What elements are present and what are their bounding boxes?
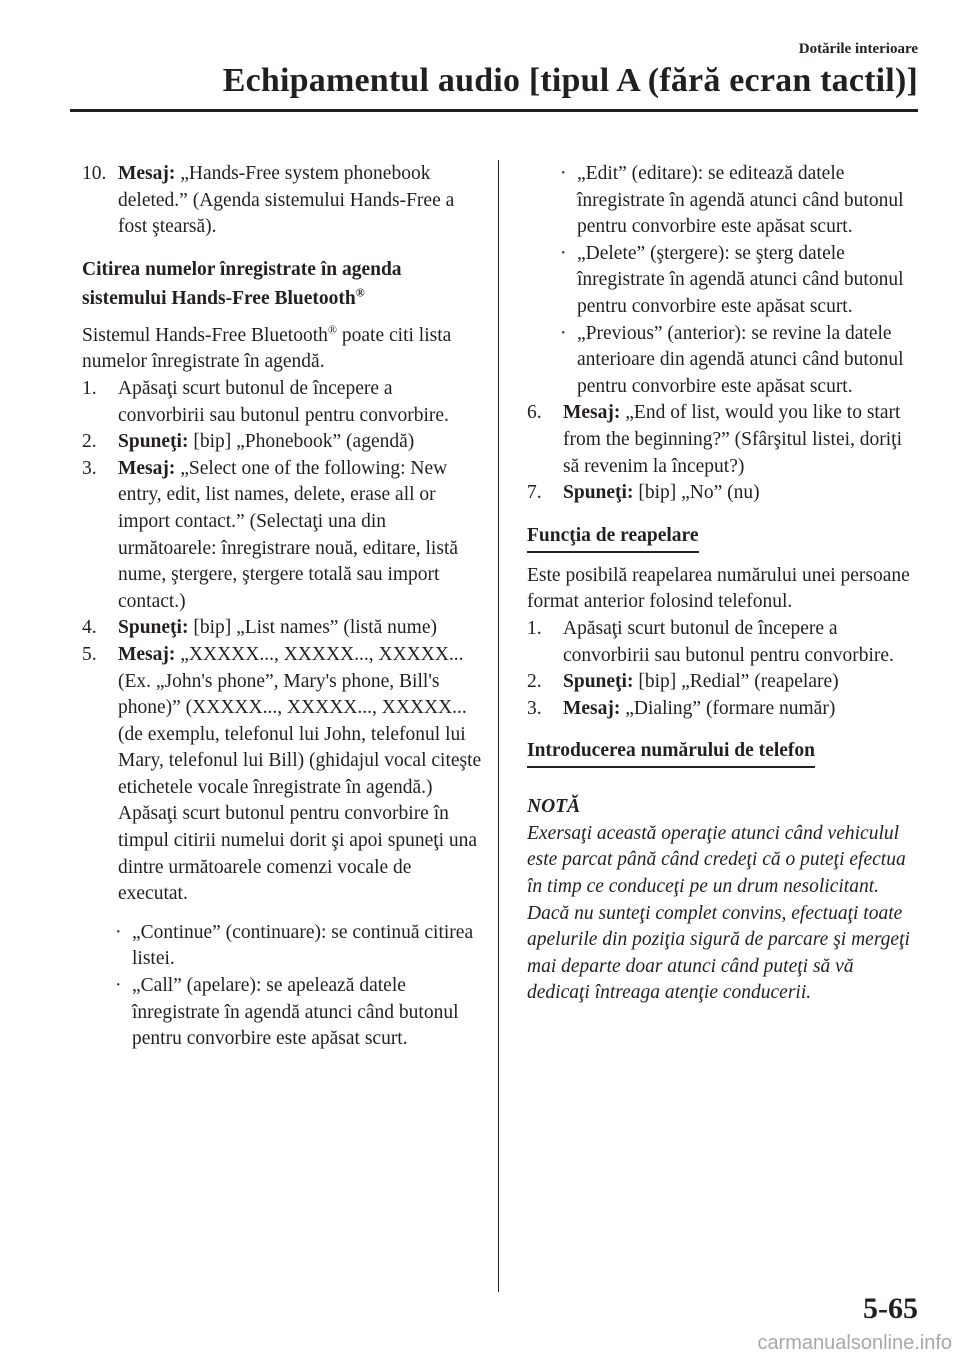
redial-step-3: 3. Mesaj: „Dialing” (formare număr) <box>527 697 836 719</box>
right-column <box>527 161 919 1007</box>
step-4: 4. Spuneţi: [bip] „List names” (listă nume) <box>82 617 438 639</box>
bullet-dot-icon: · <box>560 322 567 344</box>
step-10: 10. Mesaj: „Hands-Free system phonebook deleted.” (Agenda sistemului Hands-Free a fost ştearsă). <box>82 163 455 238</box>
redial-step-2: 2. Spuneţi: [bip] „Redial” (reapelare) <box>527 671 839 693</box>
bullet-dot-icon: · <box>560 242 567 264</box>
redial-step-1: 1. Apăsaţi scurt butonul de începere a convorbirii sau butonul pentru convorbire. <box>527 617 894 666</box>
header-rule <box>70 109 918 112</box>
section-heading-read-names: Citirea numelor înregistrate în agenda sistemului Hands-Free Bluetooth® <box>82 258 402 309</box>
step-1: 1. Apăsaţi scurt butonul de începere a convorbirii sau butonul pentru convorbire. <box>82 377 449 426</box>
bullet-dot-icon: · <box>115 921 122 943</box>
column-divider <box>498 160 499 1292</box>
bullet-dot-icon: · <box>115 975 122 997</box>
watermark: carmanualsonline.info <box>757 1332 952 1354</box>
note-title: NOTĂ <box>527 796 581 818</box>
intro-paragraph: Sistemul Hands-Free Bluetooth® poate citi lista numelor înregistrate în agendă. <box>82 322 452 373</box>
bullet-edit: · „Edit” (editare): se editează datele înregistrate în agendă atunci când butonul pentru convorbire este apăsat scurt. <box>560 163 904 238</box>
page-number: 5-65 <box>863 1292 918 1325</box>
step-2: 2. Spuneţi: [bip] „Phonebook” (agendă) <box>82 431 415 453</box>
bullet-call: · „Call” (apelare): se apelează datele înregistrate în agendă atunci când butonul pentru convorbire este apăsat scurt. <box>115 975 459 1050</box>
left-column <box>82 161 482 1053</box>
bullet-continue: · „Continue” (continuare): se continuă citirea listei. <box>115 921 474 970</box>
bullet-previous: · „Previous” (anterior): se revine la datele anterioare din agendă atunci când butonul pentru convorbire este apăsat scurt. <box>560 322 904 397</box>
step-5: 5. Mesaj: „XXXXX..., XXXXX..., XXXXX... (Ex. „John's phone”, Mary's phone, Bill's phone)” (XXXXX..., XXXXX..., XXXXX... (de exemplu, telefonul lui John, telefonul lui Mary, telefonul lui Bill) (ghidajul vocal citeşte etichetele vocale înregistrate în agendă.) <box>82 643 482 798</box>
step-3: 3. Mesaj: „Select one of the following: New entry, edit, list names, delete, erase all or import contact.” (Selectaţi una din următoarele: înregistrare nouă, editare, listă nume, ştergere, ştergere totală sau import contact.) <box>82 457 459 612</box>
step-6: 6. Mesaj: „End of list, would you like to start from the beginning?” (Sfârşitul listei, doriţi să revenim la început?) <box>527 402 903 477</box>
step-7: 7. Spuneţi: [bip] „No” (nu) <box>527 482 760 504</box>
redial-intro: Este posibilă reapelarea numărului unei persoane format anterior folosind telefonul. <box>527 564 910 613</box>
note-text: Exersaţi această operaţie atunci când vehiculul este parcat până când credeţi că o puteţi efectua în timp ce conduceţi pe un drum nesolicitant. Dacă nu sunteţi complet convins, efectuaţi toate apelurile din poziţia sigură de parcare şi mergeţi mai departe doar atunci când puteţi să vă dedicaţi întreaga atenţie conducerii. <box>527 822 910 1004</box>
bullet-dot-icon: · <box>560 163 567 184</box>
page-title: Echipamentul audio [tipul A (fără ecran tactil)] <box>222 62 918 99</box>
bullet-delete: · „Delete” (ştergere): se şterg datele înregistrate în agendă atunci când butonul pentru convorbire este apăsat scurt. <box>560 242 904 317</box>
section-heading-redial: Funcţia de reapelare <box>527 521 919 553</box>
step-5-followup: Apăsaţi scurt butonul pentru convorbire în timpul citirii numelui dorit şi apoi spuneţi una dintre următoarele comenzi vocale de executat. <box>118 803 478 905</box>
section-heading-phone-number: Introducerea numărului de telefon <box>527 736 919 768</box>
header-section-label: Dotările interioare <box>798 41 918 57</box>
